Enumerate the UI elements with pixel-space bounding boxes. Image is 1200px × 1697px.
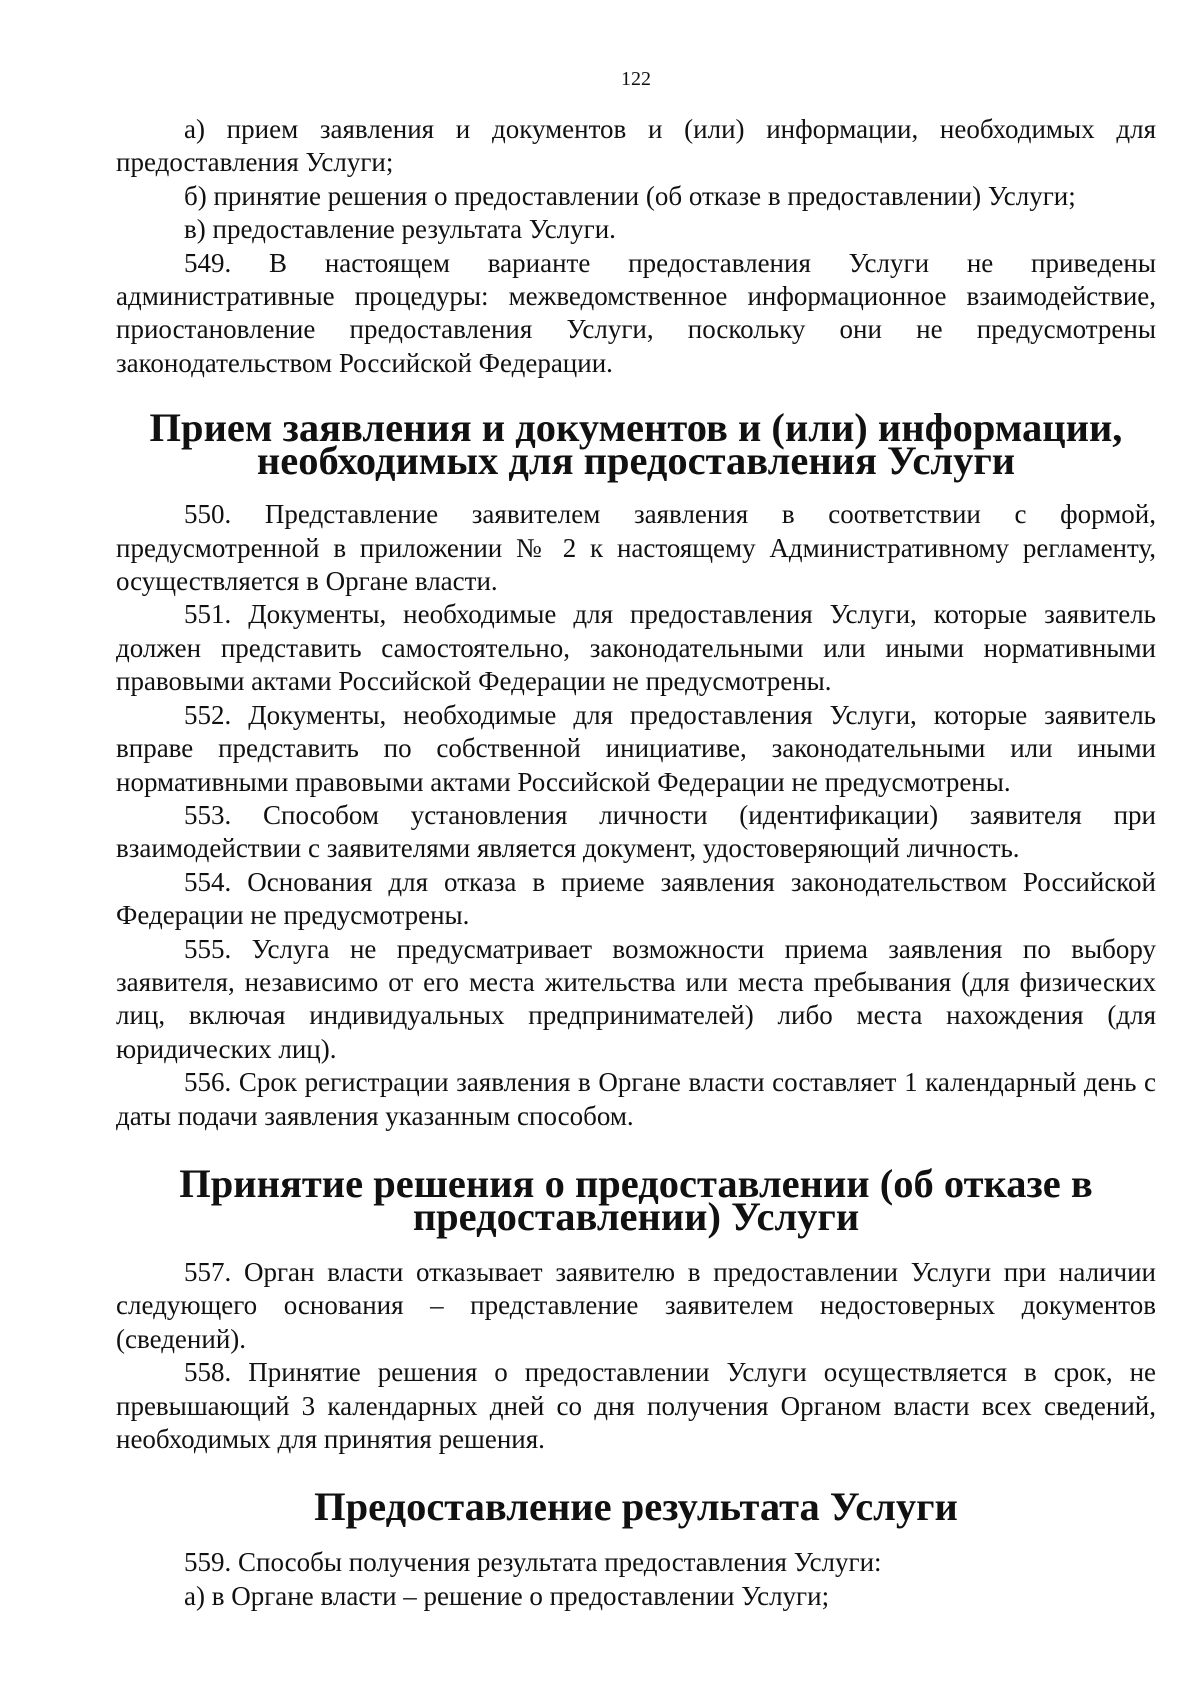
paragraph-559: 559. Способы получения результата предоставления Услуги: <box>184 1547 882 1578</box>
paragraph-552: 552. Документы, необходимые для предоставления Услуги, которые заявитель вправе представить по собственной инициативе, законодательными или иными нормативными правовыми актами Российской Федерации не предусмотрены. <box>116 699 1156 797</box>
paragraph-553: 553. Способом установления личности (идентификации) заявителя при взаимодействии с заявителями является документ, удостоверяющий личность. <box>116 799 1156 864</box>
section-heading-application-intake: Прием заявления и документов и (или) информации, необходимых для предоставления Услуги <box>149 405 1123 484</box>
page-number: 122 <box>621 68 651 90</box>
paragraph-list-item-c: в) предоставление результата Услуги. <box>184 214 616 245</box>
paragraph-559-item-a: а) в Органе власти – решение о предоставлении Услуги; <box>184 1580 830 1611</box>
paragraph-554: 554. Основания для отказа в приеме заявления законодательством Российской Федерации не предусмотрены. <box>116 866 1156 931</box>
paragraph-550: 550. Представление заявителем заявления в соответствии с формой, предусмотренной в приложении № 2 к настоящему Административному регламенту, осуществляется в Органе власти. <box>116 499 1156 597</box>
paragraph-555: 555. Услуга не предусматривает возможности приема заявления по выбору заявителя, независимо от его места жительства или места пребывания (для физических лиц, включая индивидуальных предпринимателей) либо места нахождения (для юридических лиц). <box>116 933 1156 1064</box>
paragraph-list-item-a: а) прием заявления и документов и (или) информации, необходимых для предоставления Услуги; <box>116 114 1156 178</box>
paragraph-551: 551. Документы, необходимые для предоставления Услуги, которые заявитель должен представить самостоятельно, законодательными или иными нормативными правовыми актами Российской Федерации не предусмотрены. <box>116 599 1156 697</box>
section-heading-decision: Принятие решения о предоставлении (об отказе в предоставлении) Услуги <box>179 1160 1093 1239</box>
paragraph-558: 558. Принятие решения о предоставлении Услуги осуществляется в срок, не превышающий 3 календарных дней со дня получения Органом власти всех сведений, необходимых для принятия решения. <box>116 1357 1156 1454</box>
document-body <box>116 113 1156 1613</box>
paragraph-549: 549. В настоящем варианте предоставления Услуги не приведены административные процедуры: межведомственное информационное взаимодействие, приостановление предоставления Услуги, поскольку они не предусмотрены законодательством Российской Федерации. <box>116 247 1156 378</box>
document-page <box>116 0 1156 1697</box>
section-heading-result: Предоставление результата Услуги <box>314 1484 958 1530</box>
paragraph-557: 557. Орган власти отказывает заявителю в предоставлении Услуги при наличии следующего основания – представление заявителем недостоверных документов (сведений). <box>116 1256 1156 1354</box>
paragraph-556: 556. Срок регистрации заявления в Органе власти составляет 1 календарный день с даты подачи заявления указанным способом. <box>116 1067 1156 1131</box>
paragraph-list-item-b: б) принятие решения о предоставлении (об отказе в предоставлении) Услуги; <box>184 180 1076 211</box>
